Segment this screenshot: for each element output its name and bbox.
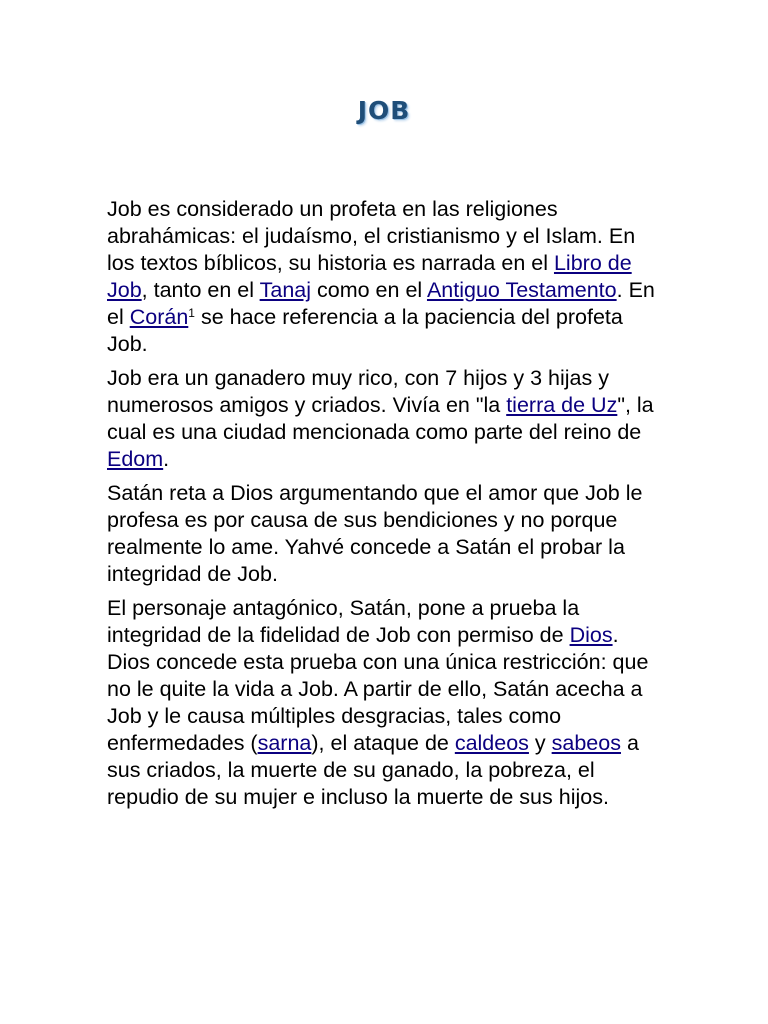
link-caldeos[interactable]: caldeos (454, 731, 529, 755)
paragraph-text: ", la cual es una ciudad mencionada como parte del reino de (107, 393, 654, 444)
paragraph-text: Job es considerado un profeta en las religiones abrahámicas: el judaísmo, el cristianismo y el Islam. En los textos bíblicos, su historia es narrada en el (107, 197, 636, 275)
paragraph-text: . Dios concede esta prueba con una única restricción: que no le quite la vida a Job. A partir de ello, Satán acecha a Job y le causa múltiples desgracias, tales como enfermedades ( (107, 623, 649, 755)
paragraph-text: a sus criados, la muerte de su ganado, la pobreza, el repudio de su mujer e incluso la muerte de sus hijos. (107, 731, 639, 809)
link-libro-de-job[interactable]: Libro de Job (107, 251, 632, 302)
paragraph-text: como en el (311, 278, 427, 302)
document-body (107, 196, 667, 818)
paragraph-text: . (163, 447, 170, 471)
paragraph-text: se hace referencia a la paciencia del profeta Job. (107, 305, 623, 356)
page-title: JOB (357, 96, 411, 125)
link-coran[interactable]: Corán (129, 305, 189, 329)
link-antiguo-testamento[interactable]: Antiguo Testamento (426, 278, 617, 302)
link-tanaj[interactable]: Tanaj (259, 278, 312, 302)
link-dios[interactable]: Dios (569, 623, 613, 647)
link-sarna[interactable]: sarna (257, 731, 312, 755)
paragraph-text: y (528, 731, 552, 755)
paragraph-text: . En el (107, 278, 655, 329)
paragraph-text: , tanto en el (141, 278, 260, 302)
link-edom[interactable]: Edom (107, 447, 164, 471)
paragraph-text: Job era un ganadero muy rico, con 7 hijos y 3 hijas y numerosos amigos y criados. Vivía en "la (107, 366, 609, 417)
paragraph-text: El personaje antagónico, Satán, pone a prueba la integridad de la fidelidad de Job con permiso de (107, 596, 580, 647)
paragraph-text: Satán reta a Dios argumentando que el amor que Job le profesa es por causa de sus bendiciones y no porque realmente lo ame. Yahvé concede a Satán el probar la integridad de Job. (107, 481, 643, 586)
paragraph-text: ), el ataque de (311, 731, 455, 755)
paragraph-challenge (107, 480, 667, 588)
paragraph-trials (107, 595, 667, 811)
footnote-ref[interactable]: 1 (188, 306, 195, 320)
link-sabeos[interactable]: sabeos (551, 731, 621, 755)
paragraph-wealth (107, 365, 667, 473)
paragraph-intro (107, 196, 667, 358)
link-tierra-de-uz[interactable]: tierra de Uz (506, 393, 618, 417)
